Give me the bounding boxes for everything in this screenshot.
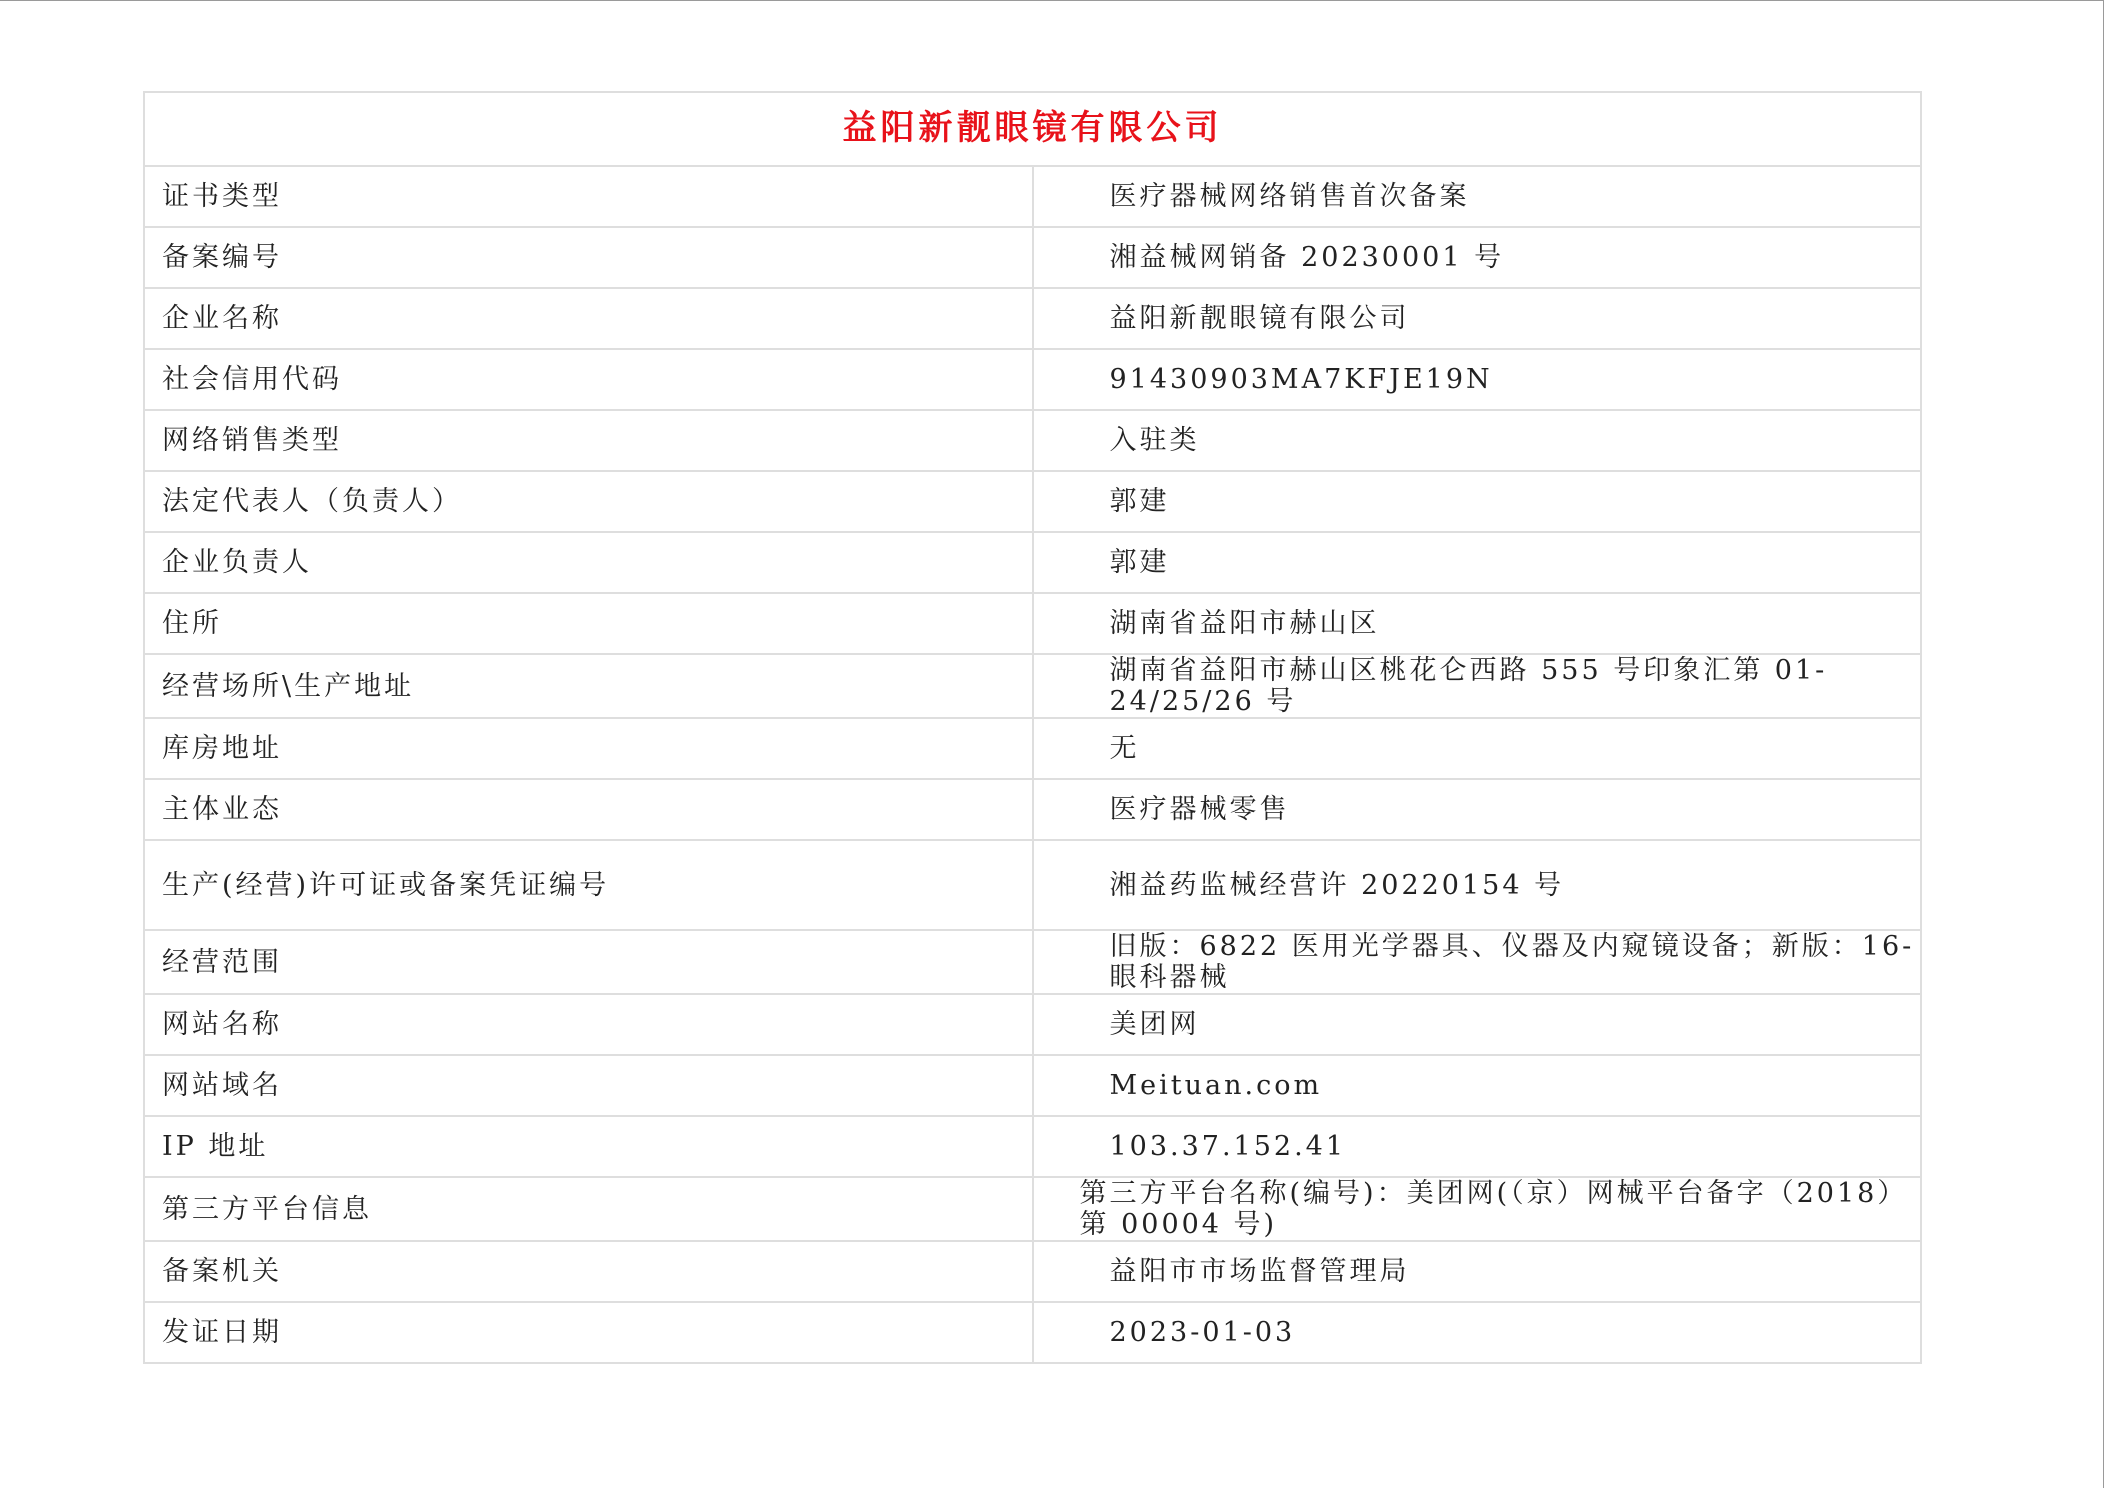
table-row <box>144 779 1921 840</box>
table-row <box>144 349 1921 410</box>
row-label-record-number: 备案编号 <box>144 227 1033 288</box>
row-value-issue-date: 2023-01-03 <box>1033 1302 1922 1363</box>
row-label-credit-code: 社会信用代码 <box>144 349 1033 410</box>
row-label-certificate-type: 证书类型 <box>144 166 1033 227</box>
row-label-company-head: 企业负责人 <box>144 532 1033 593</box>
row-label-ip-address: IP 地址 <box>144 1116 1033 1177</box>
row-label-website-name: 网站名称 <box>144 994 1033 1055</box>
row-value-business-format: 医疗器械零售 <box>1033 779 1922 840</box>
certificate-table <box>143 91 1922 1364</box>
row-label-business-format: 主体业态 <box>144 779 1033 840</box>
table-row <box>144 1116 1921 1177</box>
row-value-warehouse-address: 无 <box>1033 718 1922 779</box>
row-value-record-number: 湘益械网销备 20230001 号 <box>1033 227 1922 288</box>
table-row <box>144 410 1921 471</box>
table-row <box>144 1302 1921 1363</box>
row-value-sales-type: 入驻类 <box>1033 410 1922 471</box>
row-label-filing-authority: 备案机关 <box>144 1241 1033 1302</box>
row-value-business-address: 湖南省益阳市赫山区桃花仑西路 555 号印象汇第 01-24/25/26 号 <box>1033 654 1922 718</box>
row-label-company-name: 企业名称 <box>144 288 1033 349</box>
row-label-domicile: 住所 <box>144 593 1033 654</box>
row-value-certificate-type: 医疗器械网络销售首次备案 <box>1033 166 1922 227</box>
table-row <box>144 1055 1921 1116</box>
row-label-license-number: 生产(经营)许可证或备案凭证编号 <box>144 840 1033 930</box>
row-value-company-name: 益阳新靓眼镜有限公司 <box>1033 288 1922 349</box>
table-row <box>144 166 1921 227</box>
table-row <box>144 227 1921 288</box>
row-value-website-domain: Meituan.com <box>1033 1055 1922 1116</box>
title-row <box>144 92 1921 166</box>
row-label-warehouse-address: 库房地址 <box>144 718 1033 779</box>
table-row <box>144 593 1921 654</box>
row-label-sales-type: 网络销售类型 <box>144 410 1033 471</box>
row-value-business-scope: 旧版：6822 医用光学器具、仪器及内窥镜设备；新版：16- 眼科器械 <box>1033 930 1922 994</box>
row-label-legal-representative: 法定代表人（负责人） <box>144 471 1033 532</box>
row-value-third-party-platform: 第三方平台名称(编号)：美团网(（京）网械平台备字（2018）第 00004 号) <box>1033 1177 1922 1241</box>
row-label-issue-date: 发证日期 <box>144 1302 1033 1363</box>
table-row <box>144 654 1921 718</box>
table-row <box>144 840 1921 930</box>
row-value-company-head: 郭建 <box>1033 532 1922 593</box>
company-title: 益阳新靓眼镜有限公司 <box>144 92 1921 166</box>
row-value-legal-representative: 郭建 <box>1033 471 1922 532</box>
row-label-business-address: 经营场所\生产地址 <box>144 654 1033 718</box>
row-label-third-party-platform: 第三方平台信息 <box>144 1177 1033 1241</box>
table-row <box>144 930 1921 994</box>
table-row <box>144 1177 1921 1241</box>
table-row <box>144 994 1921 1055</box>
table-row <box>144 1241 1921 1302</box>
row-value-credit-code: 91430903MA7KFJE19N <box>1033 349 1922 410</box>
table-row <box>144 288 1921 349</box>
page-top-border <box>0 0 2104 1</box>
row-value-license-number: 湘益药监械经营许 20220154 号 <box>1033 840 1922 930</box>
row-value-domicile: 湖南省益阳市赫山区 <box>1033 593 1922 654</box>
row-value-ip-address: 103.37.152.41 <box>1033 1116 1922 1177</box>
row-value-filing-authority: 益阳市市场监督管理局 <box>1033 1241 1922 1302</box>
table-row <box>144 532 1921 593</box>
row-label-business-scope: 经营范围 <box>144 930 1033 994</box>
table-row <box>144 471 1921 532</box>
row-value-website-name: 美团网 <box>1033 994 1922 1055</box>
table-row <box>144 718 1921 779</box>
row-label-website-domain: 网站域名 <box>144 1055 1033 1116</box>
